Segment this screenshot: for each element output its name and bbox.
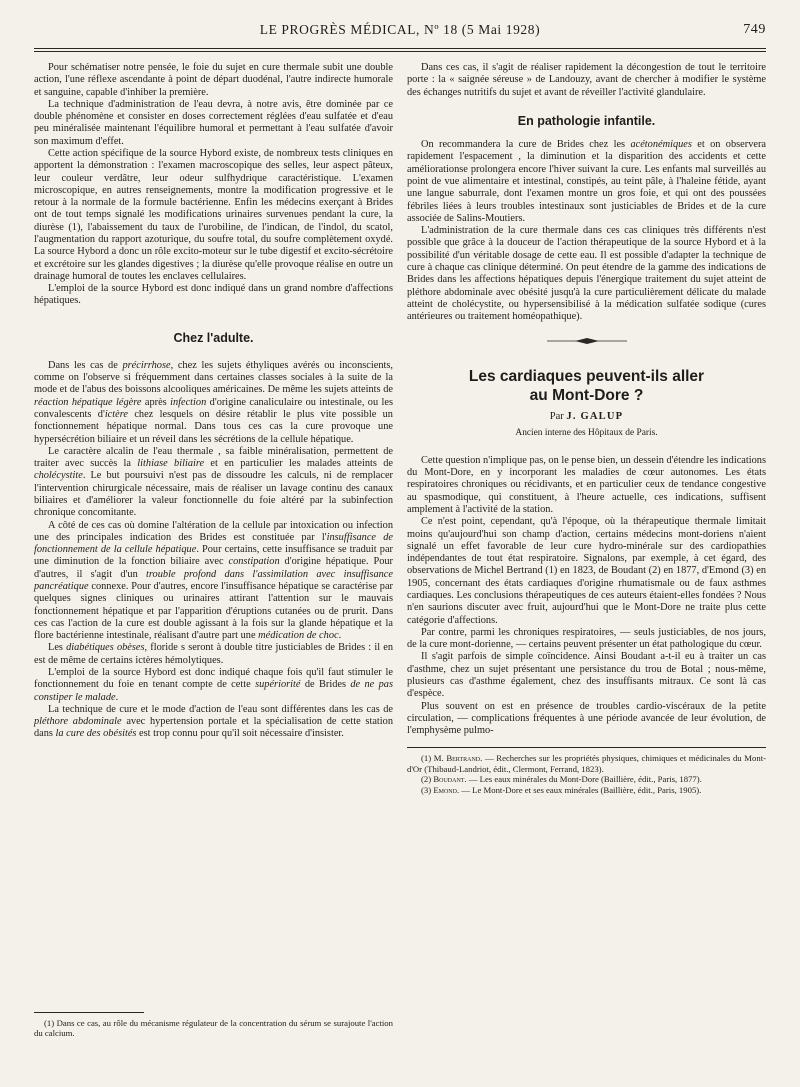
running-title: LE PROGRÈS MÉDICAL, Nº 18 (5 Mai 1928) [259, 22, 541, 37]
paragraph: Cette action spécifique de la source Hybord existe, de nombreux tests cliniques en apportent la démonstration : l'examen macroscopique des selles, leur aspect pâteux, leur couleur verdâtre, leur odeur sulfhydrique caractéristique. L'examen microscopique, en autres renseignements, montre la modification progressive et le retour à la normale de la formule bactérienne. Enfin les médecins exerçant à Brides ont de tout temps signalé les modifications urinaires survenues pendant la cure, la diurèse (1), l'abaissement du taux de l'urobiline, de l'indican, de l'indol, du scatol, l'augmentation du rapport azoturique, du soufre total, du soufre complètement oxydé. La source Hybord a donc un rôle excito-moteur sur le tube digestif et excito-sécrétoire et excrétoire sur les glandes digestives ; la diurèse qu'elle provoque réalise en outre un drainage humoral de toutes les enclaves cellulaires. [34, 147, 393, 282]
right-column [407, 62, 766, 795]
footnote: (1) M. Bertrand. — Recherches sur les propriétés physiques, chimiques et médicinales du Mont-d'Or (Thibaud-Landriot, édit., Clermont, Ferrand, 1823). [407, 753, 767, 774]
page-number: 749 [743, 22, 766, 37]
paragraph: Ce n'est point, cependant, qu'à l'époque, où la thérapeutique thermale limitait moins qu'aujourd'hui son champ d'action, certains médecins mont-doriens n'aient signalé un effet favorable de leur cure hydro-minérale sur des cardiopathies indépendantes de tout état respiratoire. Signalons, par exemple, à cet égard, des observations de Michel Bertrand (1) en 1823, de Boudant (2) en 1877, d'Emond (3) en 1905, concernant des états cardiaques d'origine rhumatismale ou de faux asthmes cardiaques. Les conclusions thérapeutiques de ces auteurs étaient-elles fondées ? Nous n'en saurions discuter avec fruit, aujourd'hui que le Mont-Dore ne traite plus cette catégorie d'affections. [407, 516, 766, 626]
paragraph: L'emploi de la source Hybord est donc indiqué chaque fois qu'il faut stimuler le fonctionnement du foie en tenant compte de cette supériorité de Brides de ne pas constiper le malade. [34, 666, 394, 703]
article-title [407, 367, 766, 405]
paragraph: La technique de cure et le mode d'action de l'eau sont différentes dans les cas de pléthore abdominale avec hypertension portale et la spécialisation de cette station dans la cure des obésités est trop connu pour qu'il soit nécessaire d'insister. [34, 703, 394, 740]
paragraph: L'administration de la cure thermale dans ces cas cliniques très différents n'est possible que grâce à la douceur de l'action thérapeutique de la source Hybord et à la possibilité d'un véritable dosage de cette eau. Il est possible d'adapter la technique de cure à chaque cas clinique déterminé. On peut étendre de la gamme des indications de Brides dans les affections hépatiques depuis l'énergique traitement du sujet atteint de pléthore abdominale avec obésité jusqu'à la cure particulièrement délicate du malade atteint de cholécystite, ou hypersensibilisé à la médication sulfatée sodique (cures antérieures ou traitement homéopathique). [407, 225, 766, 323]
paragraph: L'emploi de la source Hybord est donc indiqué dans un grand nombre d'affections hépatiques. [34, 283, 393, 307]
running-header [34, 22, 766, 44]
author-affiliation: Ancien interne des Hôpitaux de Paris. [515, 427, 658, 438]
paragraph: La technique d'administration de l'eau devra, à notre avis, être dominée par ce double phénomène et consister en doses correctement réglées d'eau sulfatée et d'eau peu minéralisée maintenant l'équilibre humoral et permettant à l'eau sulfatée d'avoir son maximum d'effet. [34, 98, 393, 147]
byline [407, 411, 766, 423]
paragraph: Par contre, parmi les chroniques respiratoires, — seuls justiciables, de nos jours, de la cure mont-dorienne, — certains peuvent présenter un état pathologique du cœur. [407, 626, 766, 651]
footnotes-left [34, 1012, 393, 1039]
paragraph: Cette question n'implique pas, on le pense bien, un dessein d'étendre les indications du Mont-Dore, en y incorporant les maladies de cœur autonomes. Les états respiratoires chroniques ou récidivants, et en particulier ceux de tendance congestive au spasmodique, qui constituent, à l'heure actuelle, ces indications, suffisent amplement à l'activité de la station. [407, 454, 766, 516]
two-column-body [34, 62, 766, 795]
article-title-line: Les cardiaques peuvent-ils aller [468, 368, 705, 386]
left-column [34, 62, 393, 795]
paragraph: Plus souvent on est en présence de troubles cardio-viscéraux de la petite circulation, — complications fréquentes à une période avancée de leur évolution, de l'emphysème pulmo- [407, 700, 766, 737]
paragraph: Dans ces cas, il s'agit de réaliser rapidement la décongestion de tout le territoire porte : la « saignée séreuse » de Landouzy, avant de chercher à modifier le système des échanges nutritifs du sujet et avant de réveiller l'activité glandulaire. [407, 62, 766, 98]
footnote: (1) Dans ce cas, au rôle du mécanisme régulateur de la concentration du sérum se surajoute l'action du calcium. [34, 1018, 393, 1039]
paragraph: A côté de ces cas où domine l'altération de la cellule par intoxication ou infection une des principales indication des Brides est constituée par l'insuffisance de fonctionnement de la cellule hépatique. Pour certains, cette insuffisance se traduit par une diminution de la fonction biliaire avec constipation d'origine hépatique. Pour d'autres, il s'agit d'un trouble profond dans l'assimilation avec insuffisance pancréatique connexe. Pour d'autres, encore l'insuffisance hépatique se caractérise par quelques signes cliniques ou urinaires attirant l'attention sur le mauvais fonctionnement hépatique et par l'apparition d'éruptions cutanées ou de prurit. Dans ces cas l'action de la cure est double agissant à la fois sur la glande hépatique et la flore bactérienne intestinale, réalisant d'autre part une médication de choc. [34, 519, 393, 642]
paragraph: Le caractère alcalin de l'eau thermale , sa faible minéralisation, permettent de traiter avec succès la lithiase biliaire et en particulier les malades atteints de cholécystite. Le but poursuivi n'est pas de dissoudre les calculs, ni de remplacer l'intervention chirurgicale nécessaire, mais de réaliser un lavage continu des canaux biliaires et d'améliorer la valeur fonctionnelle du foie altéré par la subinfection chronique concomitante. [34, 445, 393, 519]
author-name: J. GALUP [566, 411, 624, 423]
footnote-rule [34, 1012, 144, 1013]
footnotes-right [407, 747, 766, 795]
paragraph: Pour schématiser notre pensée, le foie du sujet en cure thermale subit une double action, l'une réflexe ascendante à point de départ duodénal, l'autre indirecte humorale et sanguine, capable d'inhiber la première. [34, 62, 393, 98]
paragraph: Il s'agit parfois de simple coïncidence. Ainsi Boudant a-t-il eu à traiter un cas d'asthme, chez un sujet présentant une persistance du trou de Botal ; nous-même, plusieurs cas d'asthme également, chez des insuffisants mitraux. Ce sont là cas d'espèce. [407, 651, 766, 700]
byline-par: Par [549, 411, 564, 423]
section-heading-adulte: Chez l'adulte. [173, 330, 254, 345]
paragraph: Dans les cas de précirrhose, chez les sujets éthyliques avérés ou inconscients, comme on l'observe si fréquemment dans certaines classes sociales à la suite de la mode et de l'abus des boissons alcooliques américaines. De même les sujets atteints de réaction hépatique légère après infection d'origine canaliculaire ou intestinale, ou les convalescents d'ictère chez lesquels on désire rétablir le plus vite possible un fonctionnement hépatique normal. Dans tous ces cas la cure provoque une hypersécrétion biliaire et un réveil dans les sécrétions de la cellule hépatique. [34, 359, 393, 445]
paragraph: On recommandera la cure de Brides chez les acétonémiques et on observera rapidement l'espacement , la diminution et la disparition des accidents et cette améliorationse prolongera encore l'hiver suivant la cure. Les enfants mal surveillés au point de vue alimentaire et intestinal, constipés, au teint pâle, à l'haleine fétide, ayant une langue saburrale, dont l'examen montre un gros foie, et qui ont des poussées fébriles liées à leurs troubles intestinaux sont justiciables de Brides et de la cure associée de Salins-Moutiers. [407, 139, 766, 224]
footnote: (3) Emond. — Le Mont-Dore et ses eaux minérales (Baillière, édit., Paris, 1905). [421, 784, 702, 795]
ornament-divider-icon [547, 337, 627, 345]
article-title-line: au Mont-Dore ? [529, 387, 644, 405]
header-rule [34, 48, 766, 52]
footnote: (2) Boudant. — Les eaux minérales du Mont-Dore (Baillière, édit., Paris, 1877). [421, 774, 702, 785]
footnote-rule [407, 747, 766, 748]
section-heading-infantile: En pathologie infantile. [517, 113, 656, 128]
paragraph: Les diabétiques obèses, floride s seront à double titre justiciables de Brides : il en est de même de certains ictères hémolytiques. [34, 642, 393, 666]
